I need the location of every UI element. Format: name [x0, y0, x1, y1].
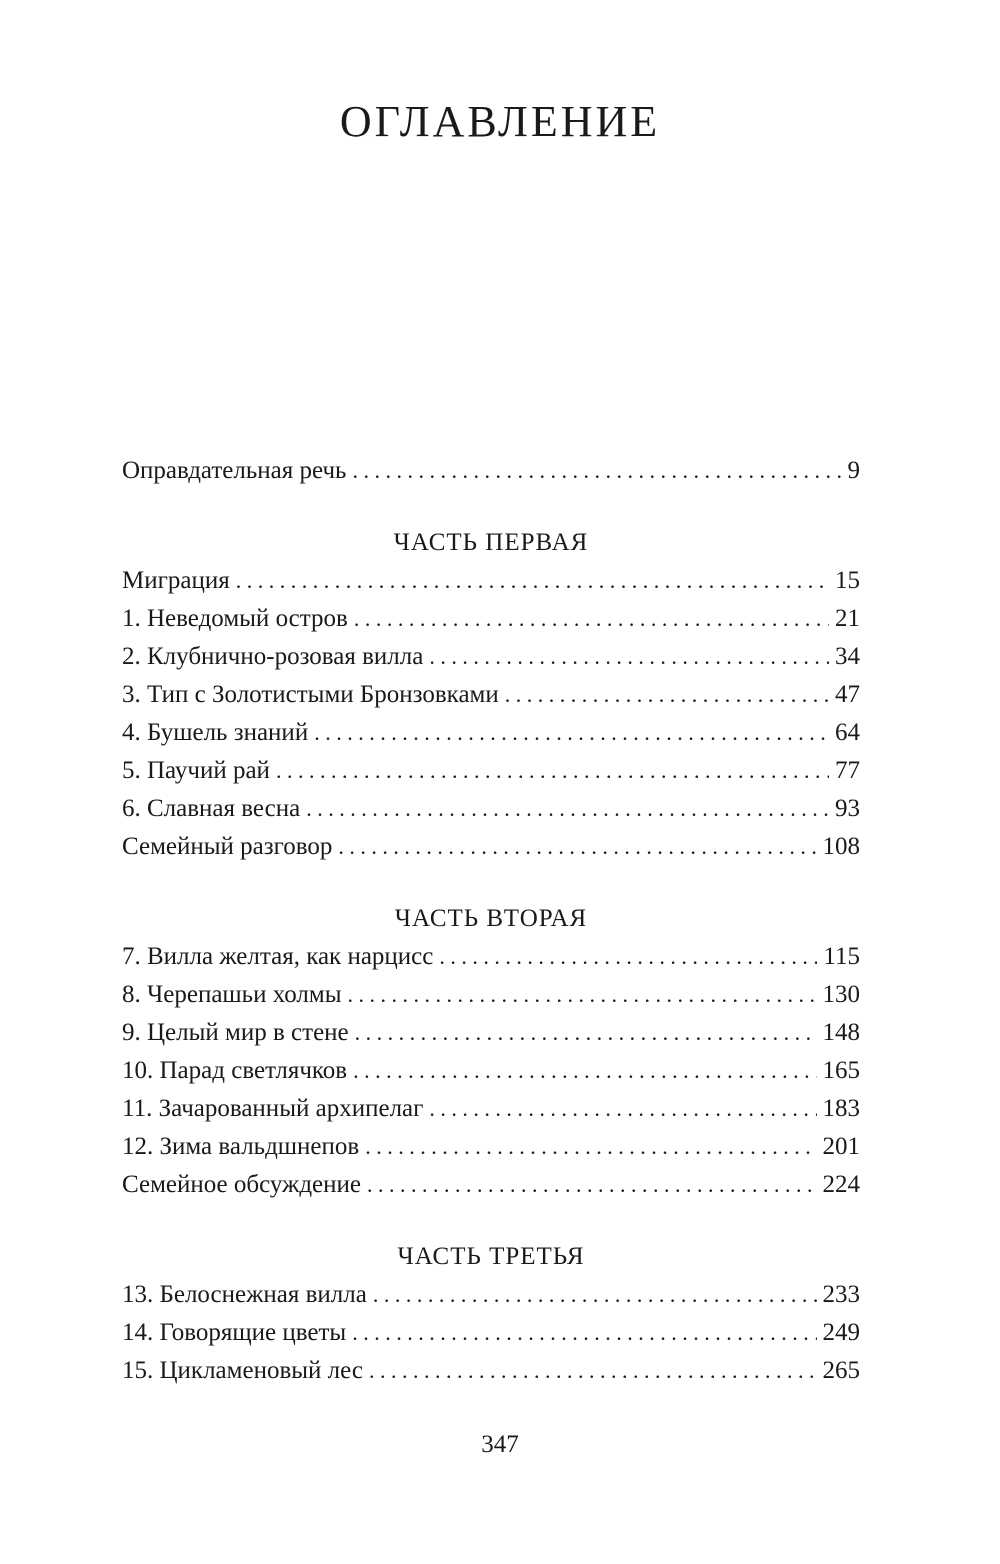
toc-entry [122, 1128, 860, 1166]
dot-leader [505, 676, 829, 714]
toc-entry-label: 13. Белоснежная вилла [122, 1281, 367, 1308]
toc-entry-label: 10. Парад светлячков [122, 1057, 348, 1084]
toc-entry [122, 1052, 860, 1090]
toc-entry [122, 752, 860, 790]
toc-entry-label: 8. Черепашьи холмы [122, 981, 342, 1008]
page-title: ОГЛАВЛЕНИЕ [339, 97, 661, 146]
toc-entry-page: 108 [822, 833, 860, 860]
dot-leader [367, 1166, 816, 1204]
toc-entry [122, 1014, 860, 1052]
toc-entry-label: 9. Целый мир в стене [122, 1019, 349, 1046]
dot-leader [352, 452, 841, 490]
toc-entry-page: 224 [822, 1171, 860, 1198]
part-heading: ЧАСТЬ ТРЕТЬЯ [397, 1243, 585, 1270]
dot-leader [352, 1314, 816, 1352]
toc-entry-label: 1. Неведомый остров [122, 605, 348, 632]
toc-entry [122, 1276, 860, 1314]
toc-entry [122, 828, 860, 866]
toc-entry [122, 1166, 860, 1204]
toc-entry-label: Семейное обсуждение [122, 1171, 362, 1198]
toc-entry [122, 1090, 860, 1128]
dot-leader [354, 600, 829, 638]
toc-entry [122, 676, 860, 714]
toc-parts [122, 524, 860, 1390]
dot-leader [439, 938, 817, 976]
table-of-contents [122, 452, 860, 1390]
dot-leader [429, 1090, 816, 1128]
toc-entry-label: 15. Цикламеновый лес [122, 1357, 363, 1384]
dot-leader [365, 1128, 816, 1166]
toc-entry-label: Семейный разговор [122, 833, 333, 860]
dot-leader [429, 638, 829, 676]
toc-entry-page: 15 [835, 567, 860, 594]
toc-entry-label: 7. Вилла желтая, как нарцисс [122, 943, 434, 970]
toc-entry-page: 165 [822, 1057, 860, 1084]
toc-entry-page: 148 [822, 1019, 860, 1046]
toc-entry-label: Оправдательная речь [122, 457, 347, 484]
dot-leader [355, 1014, 817, 1052]
toc-entry-page: 249 [822, 1319, 860, 1346]
dot-leader [276, 752, 829, 790]
toc-entry-label: Миграция [122, 567, 230, 594]
toc-entry-label: 4. Бушель знаний [122, 719, 309, 746]
toc-entry-page: 130 [822, 981, 860, 1008]
part-heading: ЧАСТЬ ПЕРВАЯ [393, 529, 589, 556]
toc-entry-page: 265 [822, 1357, 860, 1384]
toc-entry-label: 11. Зачарованный архипелаг [122, 1095, 424, 1122]
toc-entry [122, 562, 860, 600]
toc-entry-page: 77 [835, 757, 860, 784]
toc-entry-page: 64 [835, 719, 860, 746]
part-heading: ЧАСТЬ ВТОРАЯ [394, 905, 588, 932]
toc-entry-page: 233 [822, 1281, 860, 1308]
dot-leader [369, 1352, 817, 1390]
toc-entry-label: 14. Говорящие цветы [122, 1319, 347, 1346]
toc-entry-page: 21 [835, 605, 860, 632]
toc-entry-page: 183 [822, 1095, 860, 1122]
toc-entry [122, 638, 860, 676]
toc-entry [122, 1352, 860, 1390]
toc-entry-intro [122, 452, 860, 490]
dot-leader [306, 790, 829, 828]
toc-entry-page: 201 [822, 1133, 860, 1160]
dot-leader [373, 1276, 817, 1314]
dot-leader [314, 714, 829, 752]
dot-leader [236, 562, 829, 600]
toc-entry-label: 6. Славная весна [122, 795, 301, 822]
dot-leader [348, 976, 817, 1014]
toc-entry-label: 12. Зима вальдшнепов [122, 1133, 360, 1160]
toc-entry-page: 93 [835, 795, 860, 822]
toc-entry [122, 790, 860, 828]
toc-entry-page: 9 [847, 457, 860, 484]
toc-entry-label: 2. Клубнично-розовая вилла [122, 643, 424, 670]
toc-entry [122, 600, 860, 638]
toc-entry-label: 3. Тип с Золотистыми Бронзовками [122, 681, 499, 708]
dot-leader [353, 1052, 816, 1090]
toc-entry-page: 115 [823, 943, 860, 970]
toc-entry [122, 976, 860, 1014]
toc-entry [122, 714, 860, 752]
toc-entry-page: 47 [835, 681, 860, 708]
toc-entry-label: 5. Паучий рай [122, 757, 270, 784]
toc-entry-page: 34 [835, 643, 860, 670]
page-number: 347 [481, 1431, 519, 1458]
toc-entry [122, 938, 860, 976]
dot-leader [338, 828, 816, 866]
toc-entry [122, 1314, 860, 1352]
